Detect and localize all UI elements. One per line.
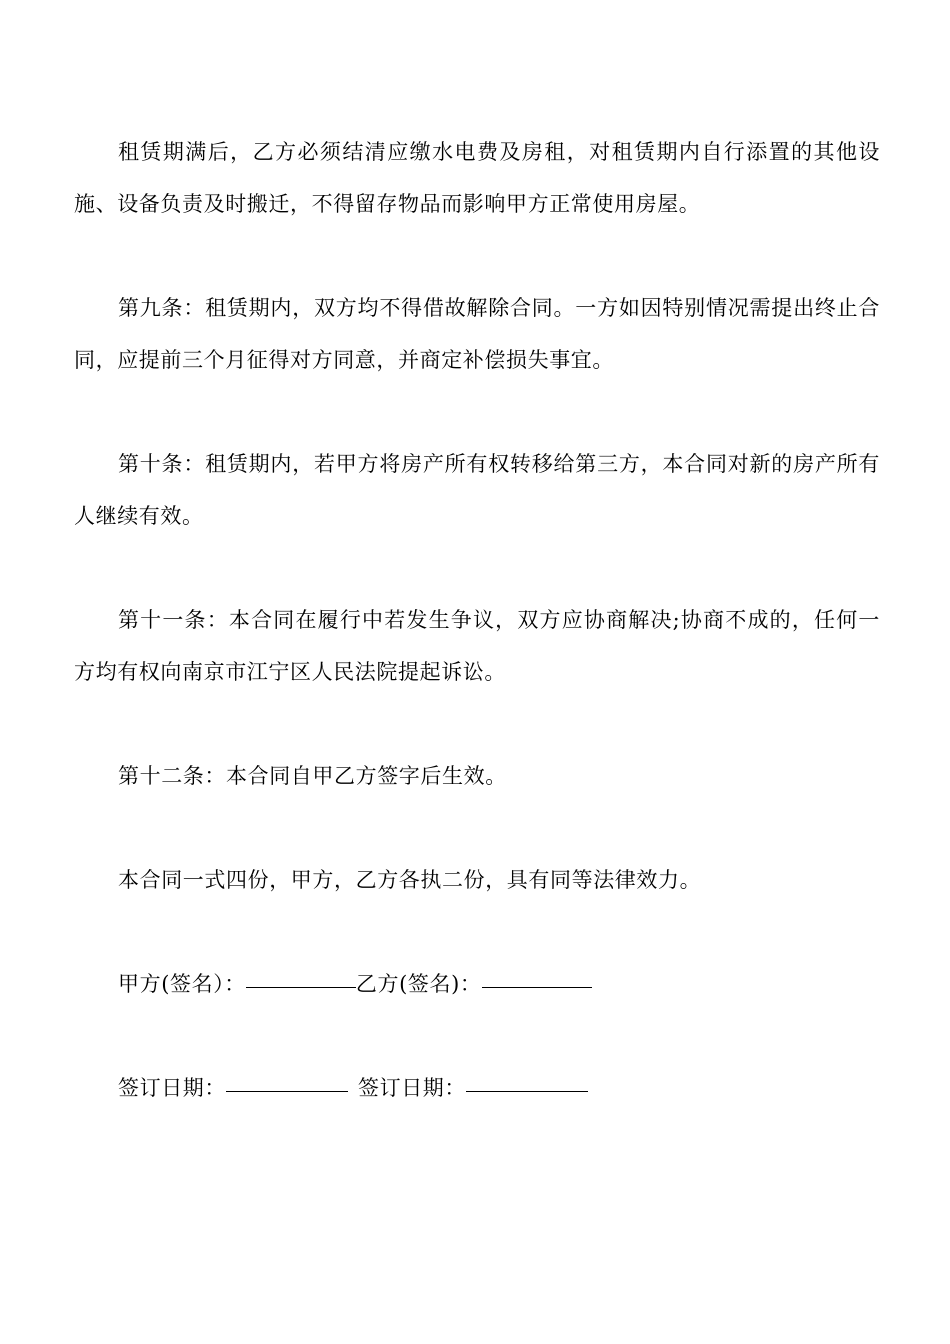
- paragraph-lease-end: 租赁期满后，乙方必须结清应缴水电费及房租，对租赁期内自行添置的其他设施、设备负责及时搬迁，不得留存物品而影响甲方正常使用房屋。: [74, 140, 880, 216]
- party-b-date-blank: [466, 1090, 588, 1092]
- document-body: [74, 126, 880, 1166]
- paragraph-copies: 本合同一式四份，甲方，乙方各执二份，具有同等法律效力。: [118, 868, 702, 892]
- paragraph-article-9: 第九条：租赁期内，双方均不得借故解除合同。一方如因特别情况需提出终止合同，应提前三个月征得对方同意，并商定补偿损失事宜。: [74, 296, 880, 372]
- date-row: [74, 1062, 880, 1114]
- party-a-date-blank: [226, 1090, 348, 1092]
- paragraph-article-12: 第十二条：本合同自甲乙方签字后生效。: [118, 764, 507, 788]
- party-b-signature-blank: [482, 986, 592, 988]
- party-b-signature-label: 乙方(签名)：: [355, 972, 482, 996]
- party-a-signature-blank: [246, 986, 356, 988]
- paragraph-article-10: 第十条：租赁期内，若甲方将房产所有权转移给第三方，本合同对新的房产所有人继续有效。: [74, 452, 880, 528]
- signature-row: [74, 958, 880, 1010]
- party-a-signature-label: 甲方(签名）：: [118, 972, 246, 996]
- paragraph-article-11: 第十一条：本合同在履行中若发生争议，双方应协商解决;协商不成的，任何一方均有权向南京市江宁区人民法院提起诉讼。: [74, 608, 880, 684]
- party-a-date-label: 签订日期：: [118, 1076, 226, 1100]
- party-b-date-label: 签订日期：: [358, 1076, 466, 1100]
